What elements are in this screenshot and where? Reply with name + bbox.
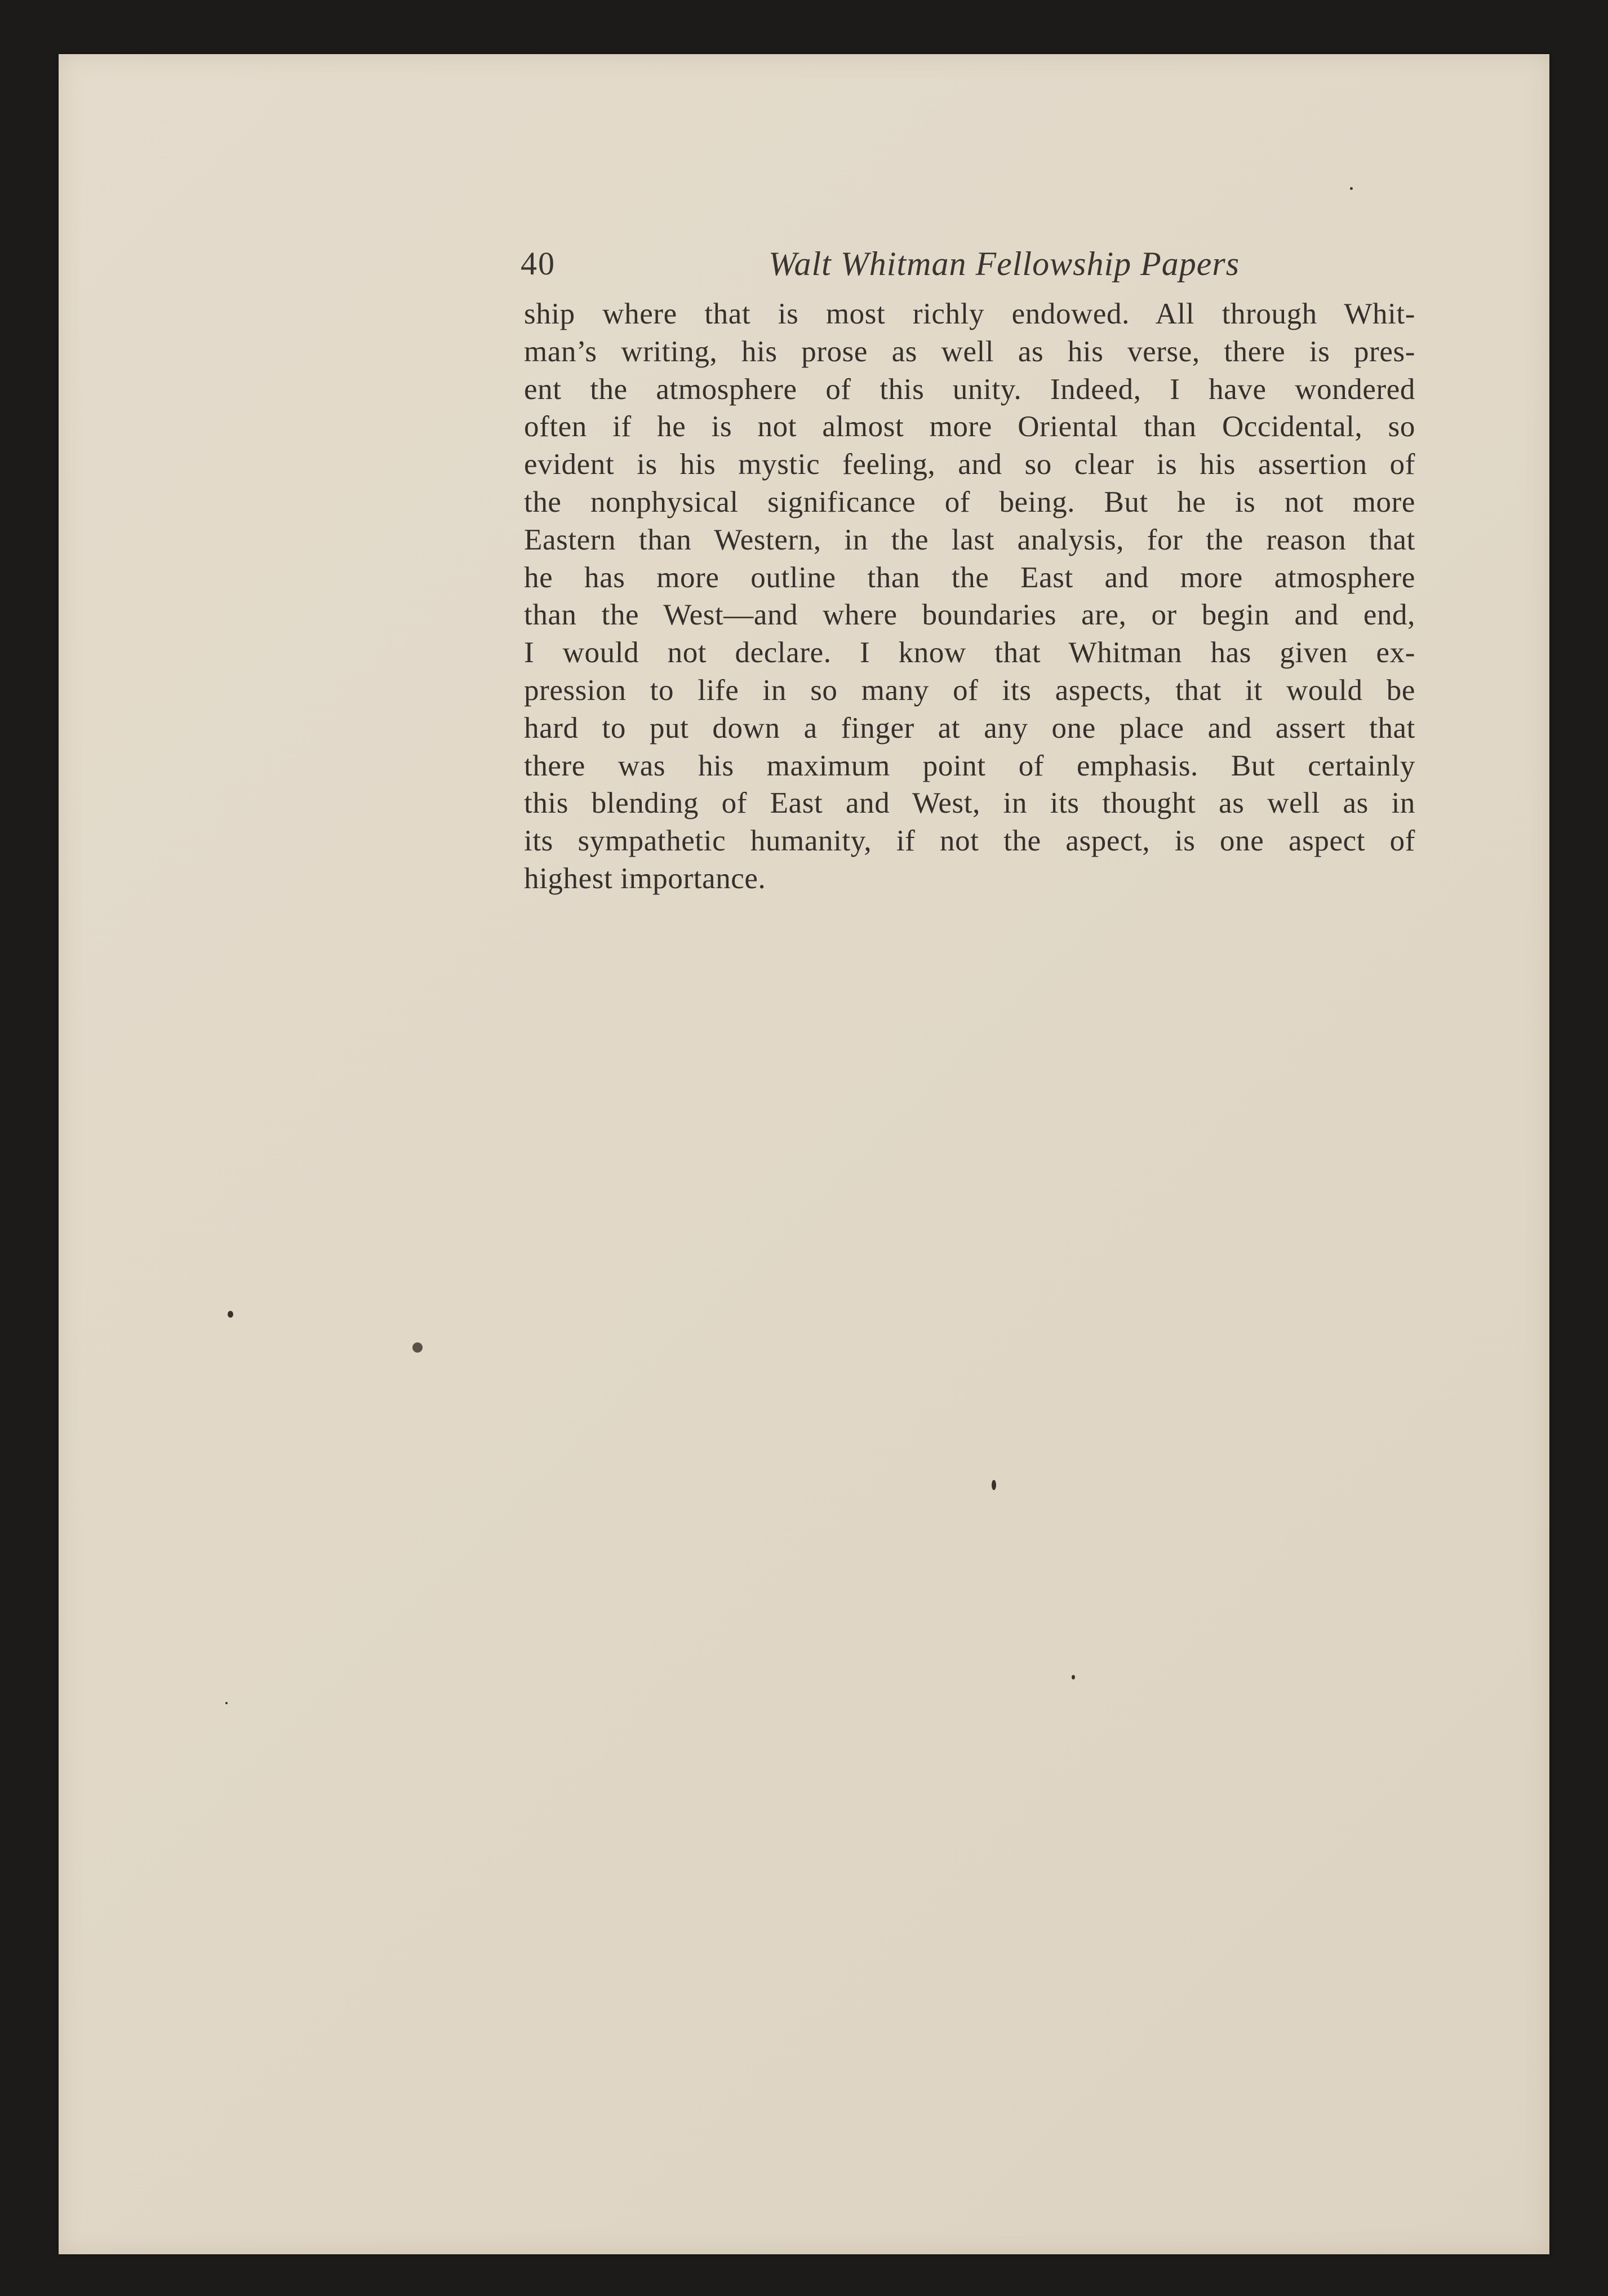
text-line: evident is his mystic feeling, and so clear is his assertion of — [524, 448, 1415, 481]
text-line: I would not declare. I know that Whitman has given ex- — [524, 636, 1415, 670]
running-title: Walt Whitman Fellowship Papers — [769, 245, 1240, 282]
text-line: there was his maximum point of emphasis. But certainly — [524, 749, 1415, 782]
text-line: the nonphysical significance of being. But he is not more — [524, 485, 1415, 518]
text-line: man’s writing, his prose as well as his verse, there is pres- — [524, 335, 1415, 368]
text-line: ent the atmosphere of this unity. Indeed, I have wondered — [524, 373, 1415, 406]
paper-speck — [1350, 187, 1353, 190]
paper-speck — [228, 1311, 233, 1318]
text-line: pression to life in so many of its aspects, that it would be — [524, 673, 1415, 707]
book-page — [59, 54, 1549, 2254]
paper-speck — [225, 1702, 228, 1704]
body-paragraph — [524, 295, 1415, 898]
running-header — [521, 241, 1276, 286]
text-line: hard to put down a finger at any one place and assert that — [524, 711, 1415, 744]
text-line: ship where that is most richly endowed. All through Whit- — [524, 298, 1415, 330]
text-line: often if he is not almost more Oriental than Occidental, so — [524, 410, 1415, 444]
text-line: its sympathetic humanity, if not the aspect, is one aspect of — [524, 825, 1415, 858]
paper-speck — [992, 1480, 996, 1490]
text-line: highest importance. — [524, 862, 766, 895]
text-line: this blending of East and West, in its thought as well as in — [524, 787, 1415, 820]
paper-speck — [1072, 1675, 1075, 1679]
paper-speck — [412, 1342, 423, 1353]
text-line: Eastern than Western, in the last analysis, for the reason that — [524, 523, 1415, 556]
text-line: than the West—and where boundaries are, or begin and end, — [524, 599, 1415, 632]
page-number: 40 — [521, 245, 556, 282]
text-line: he has more outline than the East and more atmosphere — [524, 561, 1415, 594]
